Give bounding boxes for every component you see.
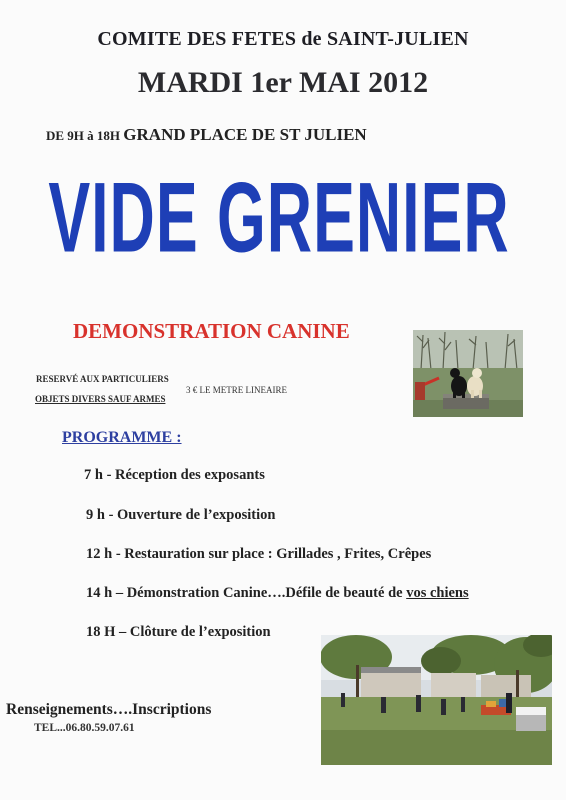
programme-item-9h: 9 h - Ouverture de l’exposition (86, 507, 276, 523)
programme-item-7h: 7 h - Réception des exposants (84, 467, 265, 483)
programme-heading: PROGRAMME : (62, 429, 182, 446)
event-location: GRAND PLACE DE ST JULIEN (123, 125, 367, 144)
programme-item-12h: 12 h - Restauration sur place : Grillades , Frites, Crêpes (86, 546, 432, 562)
demonstration-heading: DEMONSTRATION CANINE (73, 319, 350, 343)
programme-item-14h-text: 14 h – Démonstration Canine….Défile de beauté de (86, 585, 407, 601)
reserve-note: RESERVÉ AUX PARTICULIERS (36, 374, 169, 384)
contact-heading: Renseignements….Inscriptions (6, 701, 212, 718)
programme-item-14h (86, 585, 469, 602)
programme-item-18h: 18 H – Clôture de l’exposition (86, 624, 271, 640)
event-hours-location (46, 125, 367, 145)
objets-note: OBJETS DIVERS SAUF ARMES (35, 394, 166, 404)
programme-item-14h-underlined: vos chiens (406, 585, 469, 601)
fair-photo (321, 635, 552, 765)
event-hours: DE 9H à 18H (46, 128, 121, 143)
price-note: 3 € LE METRE LINEAIRE (186, 385, 287, 395)
dogs-photo (413, 330, 523, 417)
event-date: MARDI 1er MAI 2012 (137, 66, 429, 99)
page-title: VIDE GRENIER (48, 161, 510, 274)
contact-phone: TEL...06.80.59.07.61 (34, 722, 135, 734)
comite-heading: COMITE DES FETES de SAINT-JULIEN (97, 28, 469, 50)
